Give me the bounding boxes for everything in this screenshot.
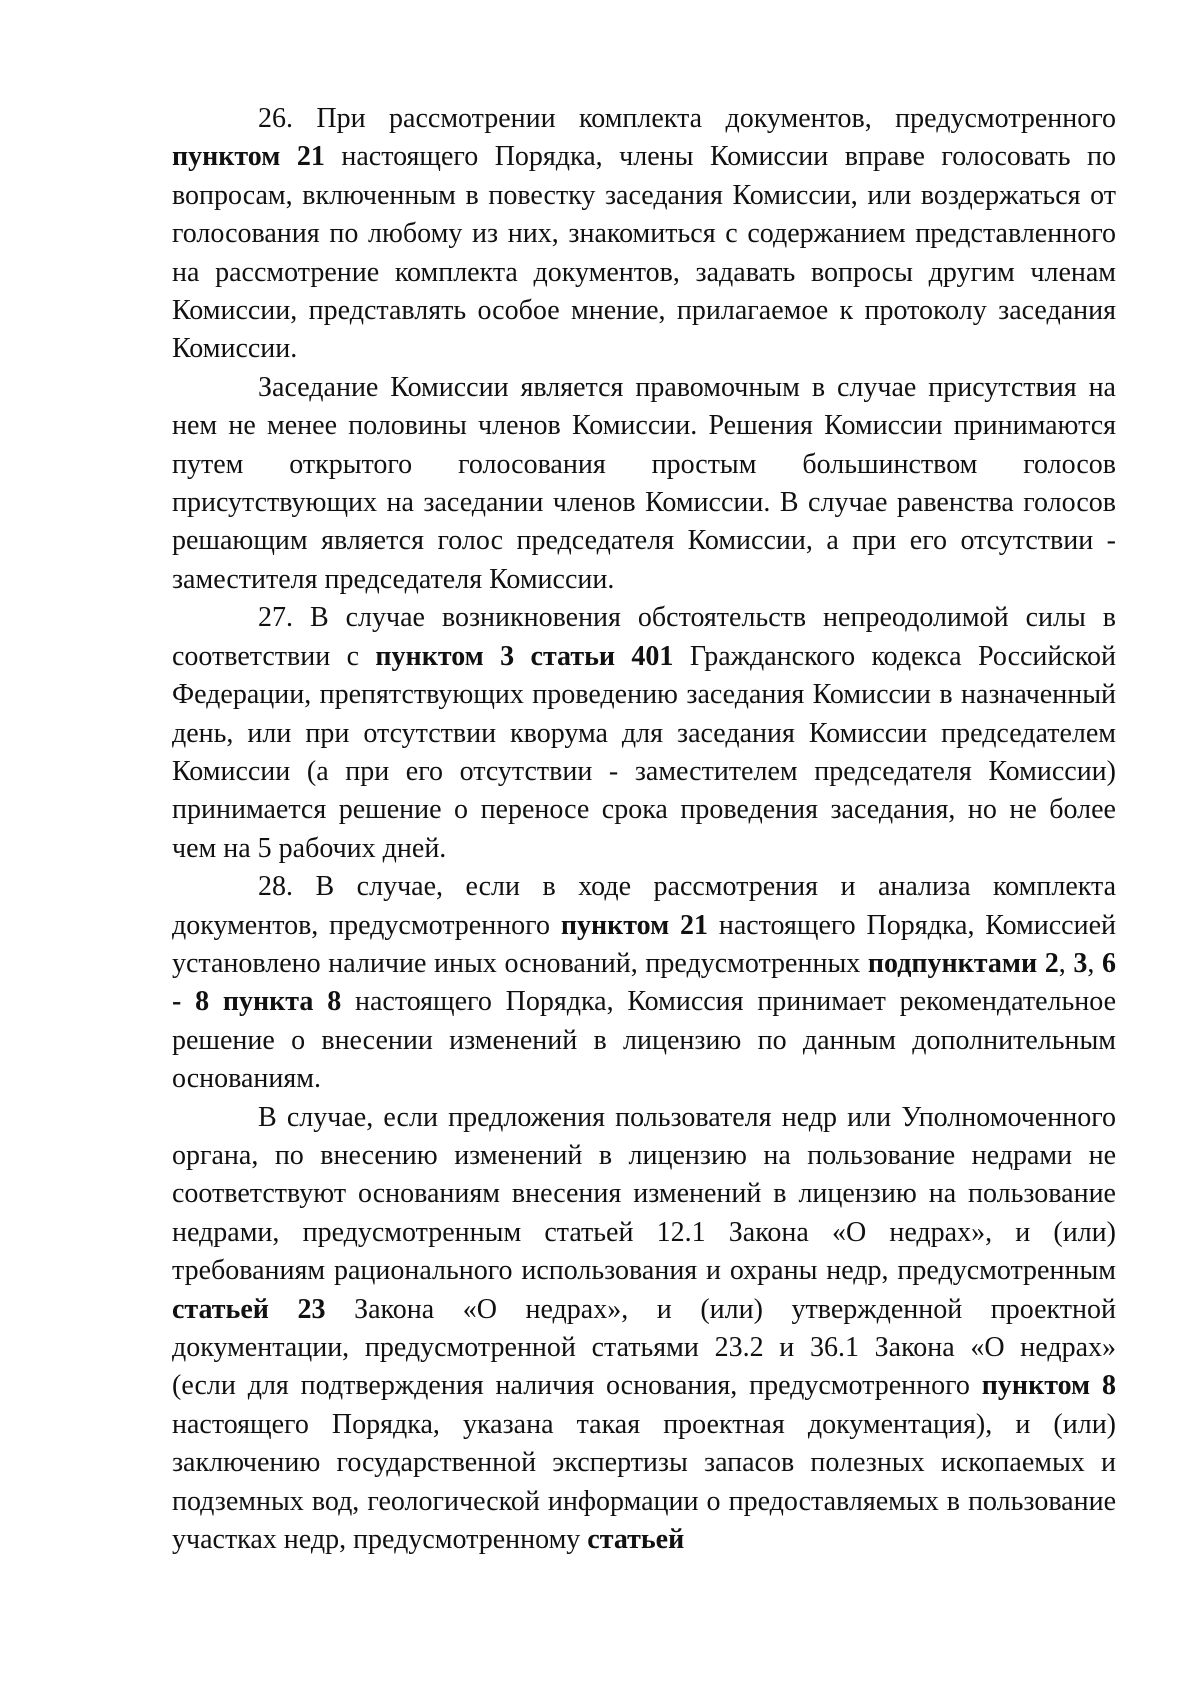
paragraph-text: , [1087,947,1103,979]
paragraph [172,1099,1116,1560]
legal-reference: пунктом 3 статьи 401 [375,640,674,672]
paragraph-text: Гражданского кодекса Российской Федерации, препятствующих проведению заседания Комиссии в назначенный день, или при отсутствии кворума для заседания Комиссии председателем Комиссии (а при его отсутствии - заместителем председателя Комиссии) принимается решение о переносе срока проведения заседания, но не более чем на 5 рабочих дней. [172,640,1116,864]
paragraph-text: настоящего Порядка, указана такая проектная документация), и (или) заключению государственной экспертизы запасов полезных ископаемых и подземных вод, геологической информации о предоставляемых в пользование участках недр, предусмотренному [172,1408,1116,1556]
document-page [172,100,1116,1559]
legal-reference: статьей 23 [172,1293,326,1325]
paragraph-text: , [1058,947,1074,979]
legal-reference: 6 - 8 пункта 8 [172,947,1117,1018]
paragraph [172,100,1116,369]
paragraph-text: 28. В случае, если в ходе рассмотрения и анализа комплекта документов, предусмотренного [172,871,1116,941]
legal-reference: подпунктами 2 [867,947,1059,979]
paragraph-text: Заседание Комиссии является правомочным в случае присутствия на нем не менее половины членов Комиссии. Решения Комиссии принимаются путем открытого голосования простым большинством голосов присутствующих на заседании членов Комиссии. В случае равенства голосов решающим является голос председателя Комиссии, а при его отсутствии - заместителя председателя Комиссии. [172,371,1116,595]
paragraph-text: настоящего Порядка, Комиссия принимает рекомендательное решение о внесении изменений в лицензию по данным дополнительным основаниям. [172,986,1116,1095]
paragraph-text: настоящего Порядка, Комиссией установлено наличие иных оснований, предусмотренных [172,909,1117,979]
legal-reference: пунктом 21 [560,909,708,941]
paragraph-text: настоящего Порядка, члены Комиссии вправе голосовать по вопросам, включенным в повестку заседания Комиссии, или воздержаться от голосования по любому из них, знакомиться с содержанием представленного на рассмотрение комплекта документов, задавать вопросы другим членам Комиссии, представлять особое мнение, прилагаемое к протоколу заседания Комиссии. [172,141,1116,365]
legal-reference: пунктом 8 [981,1370,1116,1402]
paragraph [172,599,1116,868]
paragraph-text: 26. При рассмотрении комплекта документов, предусмотренного [258,103,1116,134]
paragraph [172,369,1116,599]
paragraph [172,868,1116,1098]
legal-reference: 3 [1073,947,1088,979]
paragraph-text: 27. В случае возникновения обстоятельств непреодолимой силы в соответствии с [172,602,1116,672]
paragraph-text: В случае, если предложения пользователя недр или Уполномоченного органа, по внесению изменений в лицензию на пользование недрами не соответствуют основаниям внесения изменений в лицензию на пользование недрами, предусмотренным статьей 12.1 Закона «О недрах», и (или) требованиям рационального использования и охраны недр, предусмотренным [172,1101,1116,1287]
paragraph-text: Закона «О недрах», и (или) утвержденной проектной документации, предусмотренной статьями 23.2 и 36.1 Закона «О недрах» (если для подтверждения наличия основания, предусмотренного [172,1293,1116,1402]
legal-reference: статьей [587,1524,685,1556]
legal-reference: пунктом 21 [172,141,325,173]
